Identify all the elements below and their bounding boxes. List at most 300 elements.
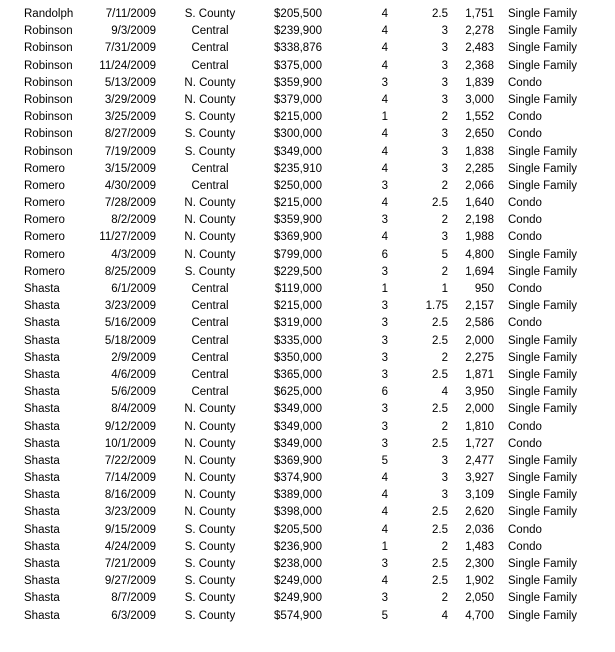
bedrooms-cell[interactable]: 5 [381,609,388,622]
neighborhood-cell[interactable]: Shasta [24,368,60,381]
sqft-cell[interactable]: 2,000 [465,403,494,416]
date-cell[interactable]: 3/15/2009 [104,162,156,175]
date-cell[interactable]: 8/16/2009 [104,489,156,502]
date-cell[interactable]: 11/24/2009 [99,59,156,72]
type-cell[interactable]: Condo [508,420,542,433]
neighborhood-cell[interactable]: Romero [24,231,65,244]
area-cell[interactable]: N. County [184,231,236,244]
price-cell[interactable]: $349,000 [274,403,322,416]
type-cell[interactable]: Single Family [508,489,578,502]
price-cell[interactable]: $349,000 [274,145,322,158]
sqft-cell[interactable]: 2,198 [465,214,494,227]
price-cell[interactable]: $350,000 [274,351,322,364]
neighborhood-cell[interactable]: Shasta [24,334,60,347]
price-cell[interactable]: $375,000 [274,59,322,72]
price-cell[interactable]: $319,000 [274,317,322,330]
price-cell[interactable]: $389,000 [274,489,322,502]
area-cell[interactable]: N. County [184,506,236,519]
bathrooms-cell[interactable]: 3 [441,454,448,467]
sqft-cell[interactable]: 2,278 [465,25,494,38]
area-cell[interactable]: N. County [184,403,236,416]
neighborhood-cell[interactable]: Romero [24,179,65,192]
bathrooms-cell[interactable]: 2.5 [432,197,448,210]
type-cell[interactable]: Single Family [508,93,578,106]
type-cell[interactable]: Single Family [508,575,578,588]
price-cell[interactable]: $379,000 [274,93,322,106]
date-cell[interactable]: 4/30/2009 [104,179,156,192]
area-cell[interactable]: S. County [184,128,236,141]
date-cell[interactable]: 4/6/2009 [111,368,156,381]
bedrooms-cell[interactable]: 4 [381,8,388,20]
date-cell[interactable]: 7/14/2009 [104,472,156,485]
type-cell[interactable]: Condo [508,437,542,450]
bedrooms-cell[interactable]: 4 [381,59,388,72]
bedrooms-cell[interactable]: 1 [381,111,388,124]
bathrooms-cell[interactable]: 3 [441,93,448,106]
sqft-cell[interactable]: 3,000 [465,93,494,106]
price-cell[interactable]: $369,900 [274,231,322,244]
area-cell[interactable]: S. County [184,592,236,605]
neighborhood-cell[interactable]: Shasta [24,351,60,364]
neighborhood-cell[interactable]: Romero [24,214,65,227]
area-cell[interactable]: Central [191,334,229,347]
bedrooms-cell[interactable]: 4 [381,25,388,38]
area-cell[interactable]: N. County [184,472,236,485]
type-cell[interactable]: Condo [508,197,542,210]
table-row [0,92,615,109]
type-cell[interactable]: Single Family [508,368,578,381]
type-cell[interactable]: Single Family [508,351,578,364]
price-cell[interactable]: $249,000 [274,575,322,588]
area-cell[interactable]: N. County [184,248,236,261]
neighborhood-cell[interactable]: Randolph [24,8,74,20]
bathrooms-cell[interactable]: 2.5 [432,506,448,519]
sqft-cell[interactable]: 4,800 [465,248,494,261]
price-cell[interactable]: $625,000 [274,386,322,399]
neighborhood-cell[interactable]: Shasta [24,454,60,467]
bedrooms-cell[interactable]: 3 [381,368,388,381]
bedrooms-cell[interactable]: 3 [381,265,388,278]
neighborhood-cell[interactable]: Shasta [24,506,60,519]
bathrooms-cell[interactable]: 2.5 [432,403,448,416]
table-row [0,487,615,504]
type-cell[interactable]: Condo [508,76,542,89]
bedrooms-cell[interactable]: 4 [381,145,388,158]
sqft-cell[interactable]: 3,109 [465,489,494,502]
bathrooms-cell[interactable]: 2.5 [432,334,448,347]
date-cell[interactable]: 4/3/2009 [111,248,156,261]
bathrooms-cell[interactable]: 3 [441,42,448,55]
price-cell[interactable]: $236,900 [274,540,322,553]
bathrooms-cell[interactable]: 2.5 [432,575,448,588]
type-cell[interactable]: Single Family [508,609,578,622]
neighborhood-cell[interactable]: Robinson [24,145,73,158]
type-cell[interactable]: Single Family [508,8,578,20]
type-cell[interactable]: Single Family [508,265,578,278]
bathrooms-cell[interactable]: 1.75 [425,300,448,313]
neighborhood-cell[interactable]: Shasta [24,300,60,313]
sqft-cell[interactable]: 2,586 [465,317,494,330]
neighborhood-cell[interactable]: Shasta [24,472,60,485]
bathrooms-cell[interactable]: 4 [441,609,448,622]
bathrooms-cell[interactable]: 3 [441,128,448,141]
bathrooms-cell[interactable]: 2.5 [432,317,448,330]
area-cell[interactable]: S. County [184,575,236,588]
area-cell[interactable]: Central [191,351,229,364]
neighborhood-cell[interactable]: Robinson [24,25,73,38]
bedrooms-cell[interactable]: 3 [381,317,388,330]
type-cell[interactable]: Single Family [508,248,578,261]
neighborhood-cell[interactable]: Shasta [24,575,60,588]
neighborhood-cell[interactable]: Robinson [24,76,73,89]
area-cell[interactable]: N. County [184,454,236,467]
type-cell[interactable]: Single Family [508,558,578,570]
bathrooms-cell[interactable]: 2.5 [432,523,448,536]
bathrooms-cell[interactable]: 2 [441,540,448,553]
date-cell[interactable]: 8/2/2009 [111,214,156,227]
area-cell[interactable]: N. County [184,437,236,450]
price-cell[interactable]: $119,000 [274,283,322,295]
date-cell[interactable]: 6/3/2009 [111,609,156,622]
price-cell[interactable]: $369,900 [274,454,322,467]
price-cell[interactable]: $398,000 [274,506,322,519]
bedrooms-cell[interactable]: 4 [381,93,388,106]
bedrooms-cell[interactable]: 4 [381,523,388,536]
bedrooms-cell[interactable]: 4 [381,128,388,141]
bedrooms-cell[interactable]: 3 [381,437,388,450]
price-cell[interactable]: $799,000 [274,248,322,261]
bedrooms-cell[interactable]: 3 [381,300,388,313]
neighborhood-cell[interactable]: Romero [24,248,65,261]
sqft-cell[interactable]: 2,477 [465,454,494,467]
price-cell[interactable]: $238,000 [274,558,322,570]
area-cell[interactable]: S. County [184,8,236,20]
neighborhood-cell[interactable]: Shasta [24,386,60,399]
bedrooms-cell[interactable]: 3 [381,403,388,416]
type-cell[interactable]: Single Family [508,145,578,158]
type-cell[interactable]: Condo [508,523,542,536]
bedrooms-cell[interactable]: 3 [381,351,388,364]
sqft-cell[interactable]: 1,552 [465,111,494,124]
neighborhood-cell[interactable]: Romero [24,197,65,210]
price-cell[interactable]: $205,500 [274,523,322,536]
price-cell[interactable]: $229,500 [274,265,322,278]
sqft-cell[interactable]: 1,838 [465,145,494,158]
area-cell[interactable]: N. County [184,489,236,502]
neighborhood-cell[interactable]: Robinson [24,59,73,72]
area-cell[interactable]: N. County [184,197,236,210]
sqft-cell[interactable]: 4,700 [465,609,494,622]
area-cell[interactable]: S. County [184,265,236,278]
sqft-cell[interactable]: 2,000 [465,334,494,347]
neighborhood-cell[interactable]: Shasta [24,420,60,433]
date-cell[interactable]: 7/28/2009 [104,197,156,210]
price-cell[interactable]: $250,000 [274,179,322,192]
bedrooms-cell[interactable]: 4 [381,506,388,519]
price-cell[interactable]: $359,900 [274,76,322,89]
price-cell[interactable]: $349,000 [274,420,322,433]
table-row [0,58,615,75]
bedrooms-cell[interactable]: 4 [381,472,388,485]
bathrooms-cell[interactable]: 1 [441,283,448,295]
area-cell[interactable]: S. County [184,540,236,553]
neighborhood-cell[interactable]: Robinson [24,111,73,124]
area-cell[interactable]: S. County [184,609,236,622]
type-cell[interactable]: Condo [508,214,542,227]
type-cell[interactable]: Single Family [508,386,578,399]
bathrooms-cell[interactable]: 2 [441,265,448,278]
sqft-cell[interactable]: 2,036 [465,523,494,536]
sqft-cell[interactable]: 950 [474,283,494,295]
sqft-cell[interactable]: 2,650 [465,128,494,141]
area-cell[interactable]: N. County [184,214,236,227]
date-cell[interactable]: 4/24/2009 [104,540,156,553]
bedrooms-cell[interactable]: 3 [381,420,388,433]
bedrooms-cell[interactable]: 3 [381,214,388,227]
sqft-cell[interactable]: 2,275 [465,351,494,364]
price-cell[interactable]: $359,900 [274,214,322,227]
sqft-cell[interactable]: 2,368 [465,59,494,72]
price-cell[interactable]: $335,000 [274,334,322,347]
bathrooms-cell[interactable]: 3 [441,145,448,158]
area-cell[interactable]: Central [191,42,229,55]
price-cell[interactable]: $205,500 [274,8,322,20]
sqft-cell[interactable]: 2,157 [465,300,494,313]
price-cell[interactable]: $249,900 [274,592,322,605]
price-cell[interactable]: $239,900 [274,25,322,38]
date-cell[interactable]: 5/6/2009 [111,386,156,399]
bedrooms-cell[interactable]: 1 [381,540,388,553]
type-cell[interactable]: Single Family [508,472,578,485]
area-cell[interactable]: Central [191,59,229,72]
type-cell[interactable]: Single Family [508,42,578,55]
bathrooms-cell[interactable]: 3 [441,489,448,502]
date-cell[interactable]: 11/27/2009 [99,231,156,244]
neighborhood-cell[interactable]: Shasta [24,403,60,416]
sqft-cell[interactable]: 1,988 [465,231,494,244]
type-cell[interactable]: Condo [508,283,542,295]
area-cell[interactable]: N. County [184,93,236,106]
bathrooms-cell[interactable]: 5 [441,248,448,261]
date-cell[interactable]: 6/1/2009 [111,283,156,295]
bathrooms-cell[interactable]: 2.5 [432,437,448,450]
area-cell[interactable]: Central [191,300,229,313]
area-cell[interactable]: Central [191,386,229,399]
date-cell[interactable]: 5/18/2009 [104,334,156,347]
type-cell[interactable]: Single Family [508,162,578,175]
date-cell[interactable]: 8/4/2009 [111,403,156,416]
sqft-cell[interactable]: 1,751 [465,8,494,20]
area-cell[interactable]: N. County [184,420,236,433]
area-cell[interactable]: Central [191,368,229,381]
bathrooms-cell[interactable]: 3 [441,76,448,89]
date-cell[interactable]: 5/16/2009 [104,317,156,330]
bathrooms-cell[interactable]: 2.5 [432,8,448,20]
type-cell[interactable]: Single Family [508,334,578,347]
type-cell[interactable]: Condo [508,128,542,141]
neighborhood-cell[interactable]: Robinson [24,93,73,106]
date-cell[interactable]: 3/25/2009 [104,111,156,124]
date-cell[interactable]: 3/29/2009 [104,93,156,106]
date-cell[interactable]: 8/25/2009 [104,265,156,278]
price-cell[interactable]: $574,900 [274,609,322,622]
bedrooms-cell[interactable]: 4 [381,197,388,210]
date-cell[interactable]: 7/19/2009 [104,145,156,158]
date-cell[interactable]: 3/23/2009 [104,300,156,313]
bedrooms-cell[interactable]: 6 [381,386,388,399]
bathrooms-cell[interactable]: 3 [441,59,448,72]
bathrooms-cell[interactable]: 3 [441,25,448,38]
bathrooms-cell[interactable]: 2 [441,214,448,227]
neighborhood-cell[interactable]: Shasta [24,437,60,450]
type-cell[interactable]: Single Family [508,403,578,416]
neighborhood-cell[interactable]: Shasta [24,592,60,605]
bedrooms-cell[interactable]: 3 [381,334,388,347]
date-cell[interactable]: 7/11/2009 [105,8,156,20]
bathrooms-cell[interactable]: 3 [441,162,448,175]
sqft-cell[interactable]: 2,066 [465,179,494,192]
bathrooms-cell[interactable]: 2 [441,179,448,192]
bathrooms-cell[interactable]: 2 [441,592,448,605]
price-cell[interactable]: $349,000 [274,437,322,450]
bedrooms-cell[interactable]: 6 [381,248,388,261]
area-cell[interactable]: Central [191,179,229,192]
table-row [0,539,615,556]
bathrooms-cell[interactable]: 4 [441,386,448,399]
type-cell[interactable]: Condo [508,317,542,330]
bedrooms-cell[interactable]: 4 [381,489,388,502]
sqft-cell[interactable]: 3,950 [465,386,494,399]
area-cell[interactable]: N. County [184,76,236,89]
neighborhood-cell[interactable]: Shasta [24,609,60,622]
type-cell[interactable]: Single Family [508,179,578,192]
area-cell[interactable]: Central [191,317,229,330]
neighborhood-cell[interactable]: Shasta [24,540,60,553]
neighborhood-cell[interactable]: Shasta [24,489,60,502]
type-cell[interactable]: Single Family [508,592,578,605]
type-cell[interactable]: Condo [508,111,542,124]
sqft-cell[interactable]: 2,050 [465,592,494,605]
price-cell[interactable]: $215,000 [274,197,322,210]
table-row [0,126,615,143]
sqft-cell[interactable]: 1,640 [465,197,494,210]
date-cell[interactable]: 3/23/2009 [104,506,156,519]
area-cell[interactable]: Central [191,162,229,175]
data-table [0,6,615,625]
neighborhood-cell[interactable]: Romero [24,265,65,278]
type-cell[interactable]: Single Family [508,25,578,38]
bathrooms-cell[interactable]: 2 [441,111,448,124]
sqft-cell[interactable]: 1,727 [465,437,494,450]
bedrooms-cell[interactable]: 3 [381,558,388,570]
price-cell[interactable]: $215,000 [274,300,322,313]
bedrooms-cell[interactable]: 4 [381,575,388,588]
sqft-cell[interactable]: 1,839 [465,76,494,89]
sqft-cell[interactable]: 2,483 [465,42,494,55]
date-cell[interactable]: 7/21/2009 [104,558,156,570]
area-cell[interactable]: S. County [184,111,236,124]
type-cell[interactable]: Single Family [508,454,578,467]
date-cell[interactable]: 9/15/2009 [104,523,156,536]
date-cell[interactable]: 10/1/2009 [104,437,156,450]
bathrooms-cell[interactable]: 3 [441,231,448,244]
table-row [0,367,615,384]
type-cell[interactable]: Condo [508,231,542,244]
price-cell[interactable]: $374,900 [274,472,322,485]
neighborhood-cell[interactable]: Shasta [24,283,60,295]
type-cell[interactable]: Single Family [508,59,578,72]
neighborhood-cell[interactable]: Robinson [24,42,73,55]
date-cell[interactable]: 9/12/2009 [104,420,156,433]
date-cell[interactable]: 8/7/2009 [111,592,156,605]
price-cell[interactable]: $365,000 [274,368,322,381]
bedrooms-cell[interactable]: 3 [381,76,388,89]
price-cell[interactable]: $215,000 [274,111,322,124]
type-cell[interactable]: Single Family [508,300,578,313]
bathrooms-cell[interactable]: 2 [441,420,448,433]
sqft-cell[interactable]: 3,927 [465,472,494,485]
bedrooms-cell[interactable]: 3 [381,592,388,605]
area-cell[interactable]: S. County [184,145,236,158]
type-cell[interactable]: Single Family [508,506,578,519]
table-row [0,573,615,590]
date-cell[interactable]: 9/27/2009 [104,575,156,588]
bedrooms-cell[interactable]: 5 [381,454,388,467]
date-cell[interactable]: 7/31/2009 [104,42,156,55]
neighborhood-cell[interactable]: Shasta [24,317,60,330]
neighborhood-cell[interactable]: Robinson [24,128,73,141]
bathrooms-cell[interactable]: 2 [441,351,448,364]
sqft-cell[interactable]: 2,300 [465,558,494,570]
bathrooms-cell[interactable]: 3 [441,472,448,485]
price-cell[interactable]: $338,876 [274,42,322,55]
table-row [0,556,615,573]
date-cell[interactable]: 8/27/2009 [104,128,156,141]
bedrooms-cell[interactable]: 3 [381,179,388,192]
sqft-cell[interactable]: 1,483 [465,540,494,553]
area-cell[interactable]: S. County [184,523,236,536]
price-cell[interactable]: $235,910 [274,162,322,175]
sqft-cell[interactable]: 1,902 [465,575,494,588]
date-cell[interactable]: 2/9/2009 [111,351,156,364]
bedrooms-cell[interactable]: 4 [381,42,388,55]
date-cell[interactable]: 7/22/2009 [104,454,156,467]
bathrooms-cell[interactable]: 2.5 [432,558,448,570]
sqft-cell[interactable]: 2,620 [465,506,494,519]
table-row [0,470,615,487]
area-cell[interactable]: Central [191,25,229,38]
neighborhood-cell[interactable]: Shasta [24,523,60,536]
area-cell[interactable]: Central [191,283,229,295]
bathrooms-cell[interactable]: 2.5 [432,368,448,381]
sqft-cell[interactable]: 1,871 [465,368,494,381]
date-cell[interactable]: 5/13/2009 [104,76,156,89]
neighborhood-cell[interactable]: Shasta [24,558,60,570]
table-row [0,212,615,229]
neighborhood-cell[interactable]: Romero [24,162,65,175]
sqft-cell[interactable]: 1,810 [465,420,494,433]
sqft-cell[interactable]: 1,694 [465,265,494,278]
price-cell[interactable]: $300,000 [274,128,322,141]
bedrooms-cell[interactable]: 1 [381,283,388,295]
date-cell[interactable]: 9/3/2009 [111,25,156,38]
bedrooms-cell[interactable]: 4 [381,231,388,244]
table-row [0,504,615,521]
area-cell[interactable]: S. County [184,558,236,570]
bedrooms-cell[interactable]: 4 [381,162,388,175]
sqft-cell[interactable]: 2,285 [465,162,494,175]
type-cell[interactable]: Condo [508,540,542,553]
